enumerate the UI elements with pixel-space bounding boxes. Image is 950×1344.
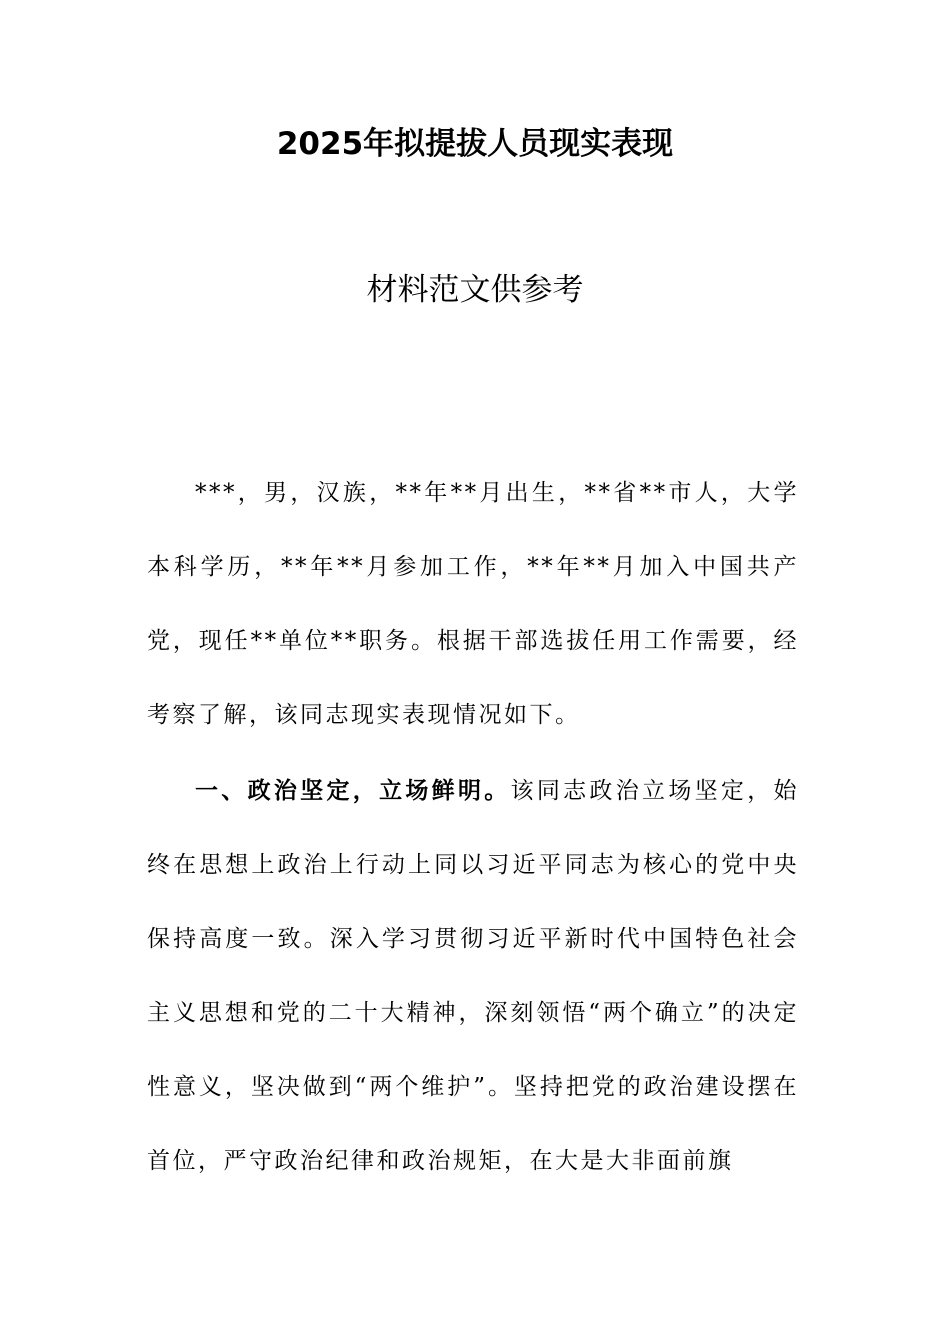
section-one-text: 该同志政治立场坚定，始终在思想上政治上行动上同以习近平同志为核心的党中央保持高度一致。深入学习贯彻习近平新时代中国特色社会主义思想和党的二十大精神，深刻领悟“两个确立”的决定性意义，坚决做到“两个维护”。坚持把党的政治建设摆在首位，严守政治纪律和政治规矩，在大是大非面前旗 (147, 778, 800, 1174)
intro-paragraph (147, 456, 799, 752)
document-title-line-1: 2025年拟提拔人员现实表现 (276, 126, 674, 162)
section-one-paragraph (147, 754, 799, 1198)
section-one-heading: 一、政治坚定，立场鲜明。 (195, 777, 511, 804)
document-title-line-2: 材料范文供参考 (366, 272, 584, 308)
intro-paragraph-text: ***，男，汉族，**年**月出生，**省**市人，大学本科学历，**年**月参加工作，**年**月加入中国共产党，现任**单位**职务。根据干部选拔任用工作需要，经考察了解，该同志现实表现情况如下。 (147, 480, 799, 728)
